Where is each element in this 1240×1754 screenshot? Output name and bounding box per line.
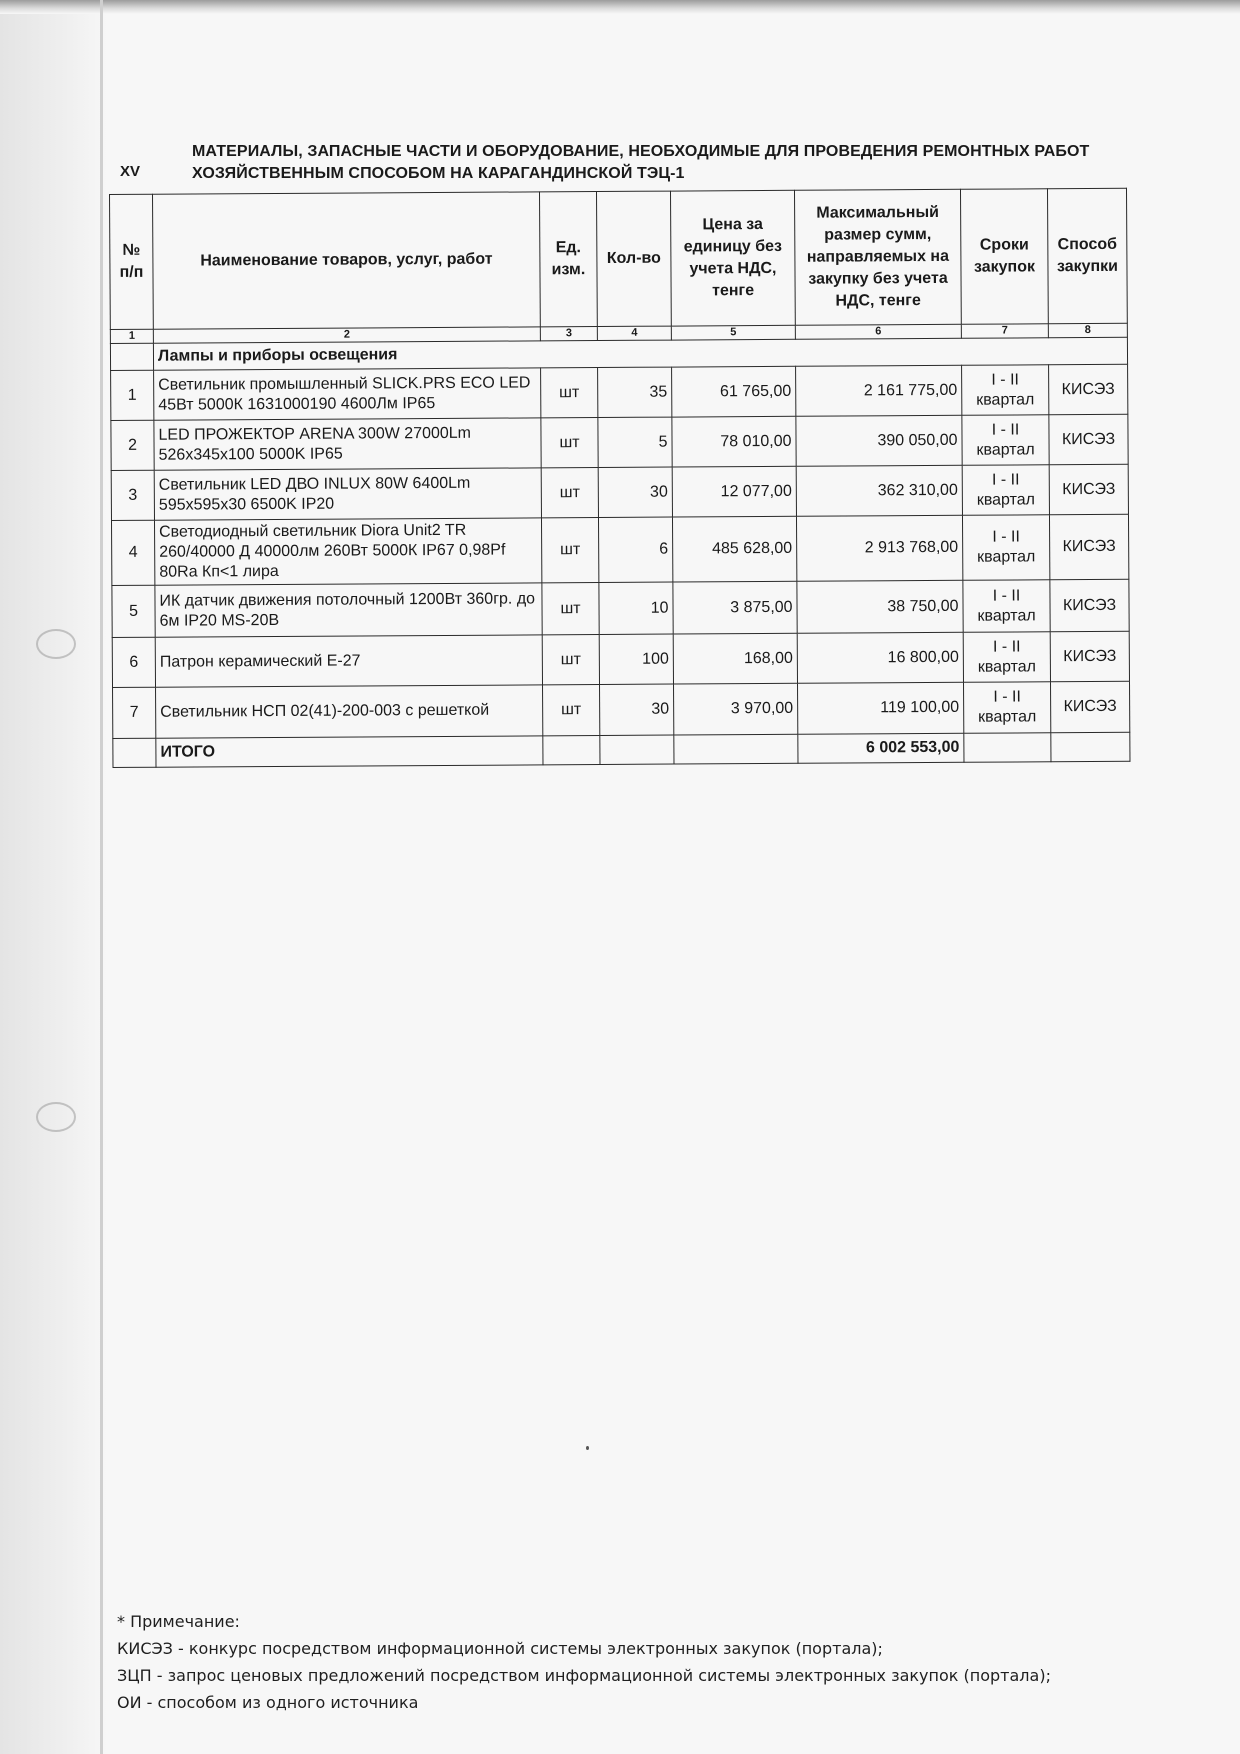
row-price: 12 077,00 — [672, 466, 796, 517]
column-number: 2 — [153, 327, 540, 343]
table-body — [110, 323, 1130, 767]
row-qty: 30 — [600, 684, 674, 735]
table-row — [111, 414, 1128, 470]
total-empty-cell — [1051, 732, 1130, 761]
row-method: КИСЭЗ — [1049, 364, 1128, 414]
row-unit: шт — [541, 518, 598, 583]
header-qty: Кол-во — [596, 191, 671, 326]
row-price: 3 875,00 — [673, 581, 797, 634]
row-unit: шт — [541, 468, 598, 518]
header-method: Способ закупки — [1047, 188, 1127, 323]
scan-page-edge — [100, 0, 103, 1754]
row-method: КИСЭЗ — [1049, 414, 1128, 464]
row-period: I - II квартал — [962, 365, 1049, 416]
footnote-title: * Примечание: — [117, 1612, 240, 1631]
row-name: Светильник LED ДВО INLUX 80W 6400Lm 595x595x30 6500K IP20 — [154, 468, 541, 520]
row-name: Светильник НСП 02(41)-200-003 с решеткой — [156, 685, 543, 738]
section-number: XV — [120, 163, 141, 180]
table-row — [112, 579, 1129, 637]
header-num: № п/п — [110, 194, 154, 329]
row-sum: 2 913 768,00 — [796, 515, 962, 581]
row-num: 1 — [111, 370, 154, 420]
footnote-line: КИСЭЗ - конкурс посредством информационной системы электронных закупок (портала); — [117, 1639, 883, 1658]
punch-hole-top — [36, 629, 76, 659]
row-method: КИСЭЗ — [1050, 579, 1129, 631]
row-period: I - II квартал — [962, 465, 1049, 516]
header-price: Цена за единицу без учета НДС, тенге — [670, 190, 795, 326]
row-name: Светодиодный светильник Diora Unit2 TR 260/40000 Д 40000лм 260Вт 5000К IP67 0,98Pf 80Ra Кп<1 лира — [154, 518, 541, 585]
row-price: 168,00 — [673, 633, 797, 684]
row-method: КИСЭЗ — [1049, 514, 1128, 579]
row-num: 5 — [112, 585, 155, 637]
row-sum: 362 310,00 — [796, 465, 962, 516]
row-name: LED ПРОЖЕКТОР ARENA 300W 27000Lm 526x345x100 5000K IP65 — [154, 418, 541, 470]
row-unit: шт — [543, 685, 600, 736]
footnote-line: ЗЦП - запрос ценовых предложений посредством информационной системы электронных закупок (портала); — [117, 1666, 1051, 1685]
column-number: 5 — [671, 325, 795, 340]
row-sum: 119 100,00 — [798, 682, 964, 734]
category-label: Лампы и приборы освещения — [153, 337, 1127, 370]
row-sum: 390 050,00 — [796, 415, 962, 466]
footnote — [117, 1608, 1117, 1716]
row-num: 6 — [112, 637, 155, 687]
total-empty-cell — [964, 733, 1051, 763]
row-name: ИК датчик движения потолочный 1200Вт 360гр. до 6м IP20 MS-20В — [155, 583, 542, 637]
header-period: Сроки закупок — [960, 189, 1048, 325]
table-row — [112, 631, 1129, 687]
row-unit: шт — [541, 418, 598, 468]
row-method: КИСЭЗ — [1050, 681, 1129, 732]
row-sum: 38 750,00 — [797, 580, 963, 633]
column-number: 3 — [540, 327, 597, 341]
row-period: I - II квартал — [963, 682, 1050, 734]
row-name: Светильник промышленный SLICK.PRS ECO LED 45Вт 5000К 1631000190 4600Лм IP65 — [154, 368, 541, 420]
row-unit: шт — [541, 368, 598, 418]
category-empty-cell — [110, 343, 153, 370]
row-qty: 35 — [598, 367, 672, 417]
row-unit: шт — [542, 583, 599, 635]
row-period: I - II квартал — [963, 580, 1050, 633]
column-number: 7 — [961, 324, 1048, 339]
total-label: ИТОГО — [156, 736, 543, 767]
row-period: I - II квартал — [963, 632, 1050, 683]
scan-shadow-left — [0, 0, 108, 1754]
row-price: 78 010,00 — [672, 416, 796, 467]
row-num: 3 — [111, 470, 154, 520]
row-method: КИСЭЗ — [1050, 631, 1129, 681]
header-unit: Ед. изм. — [539, 192, 597, 327]
total-empty-cell — [543, 736, 600, 765]
row-qty: 5 — [598, 417, 672, 467]
total-sum: 6 002 553,00 — [798, 733, 964, 763]
table-row — [111, 514, 1128, 585]
row-qty: 10 — [599, 582, 673, 634]
total-row — [113, 732, 1130, 767]
document-title: МАТЕРИАЛЫ, ЗАПАСНЫЕ ЧАСТИ И ОБОРУДОВАНИЕ, НЕОБХОДИМЫЕ ДЛЯ ПРОВЕДЕНИЯ РЕМОНТНЫХ РАБОТ ХОЗЯЙСТВЕННЫМ СПОСОБОМ НА КАРАГАНДИНСКОЙ ТЭЦ-1 — [192, 143, 1090, 182]
total-empty-cell — [600, 735, 674, 764]
row-qty: 6 — [598, 517, 672, 582]
row-price: 485 628,00 — [672, 516, 796, 582]
row-price: 3 970,00 — [674, 683, 798, 735]
row-sum: 16 800,00 — [797, 632, 963, 683]
row-qty: 100 — [599, 634, 673, 684]
row-unit: шт — [542, 635, 599, 685]
column-number: 4 — [597, 326, 671, 340]
row-qty: 30 — [598, 467, 672, 517]
row-method: КИСЭЗ — [1049, 464, 1128, 514]
row-period: I - II квартал — [962, 415, 1049, 466]
row-num: 2 — [111, 420, 154, 470]
header-max-sum: Максимальный размер сумм, направляемых на закупку без учета НДС, тенге — [794, 189, 961, 325]
punch-hole-bottom — [36, 1102, 76, 1132]
row-sum: 2 161 775,00 — [796, 365, 962, 416]
total-empty-cell — [674, 734, 798, 764]
column-number: 6 — [795, 324, 961, 339]
row-price: 61 765,00 — [672, 366, 796, 417]
column-number: 8 — [1048, 323, 1127, 337]
footnote-line: ОИ - способом из одного источника — [117, 1693, 419, 1712]
header-name: Наименование товаров, услуг, работ — [153, 192, 541, 329]
total-empty-cell — [113, 738, 156, 767]
table-row — [113, 681, 1130, 738]
row-name: Патрон керамический Е-27 — [155, 635, 542, 687]
table-row — [111, 464, 1128, 520]
column-number: 1 — [110, 329, 153, 343]
table-header-row — [110, 188, 1128, 329]
scan-shadow-top — [0, 0, 1240, 14]
row-period: I - II квартал — [962, 515, 1049, 581]
scan-speck — [586, 1446, 589, 1450]
row-num: 7 — [113, 687, 156, 738]
procurement-table — [109, 188, 1130, 768]
table-row — [111, 364, 1128, 420]
row-num: 4 — [111, 520, 154, 585]
